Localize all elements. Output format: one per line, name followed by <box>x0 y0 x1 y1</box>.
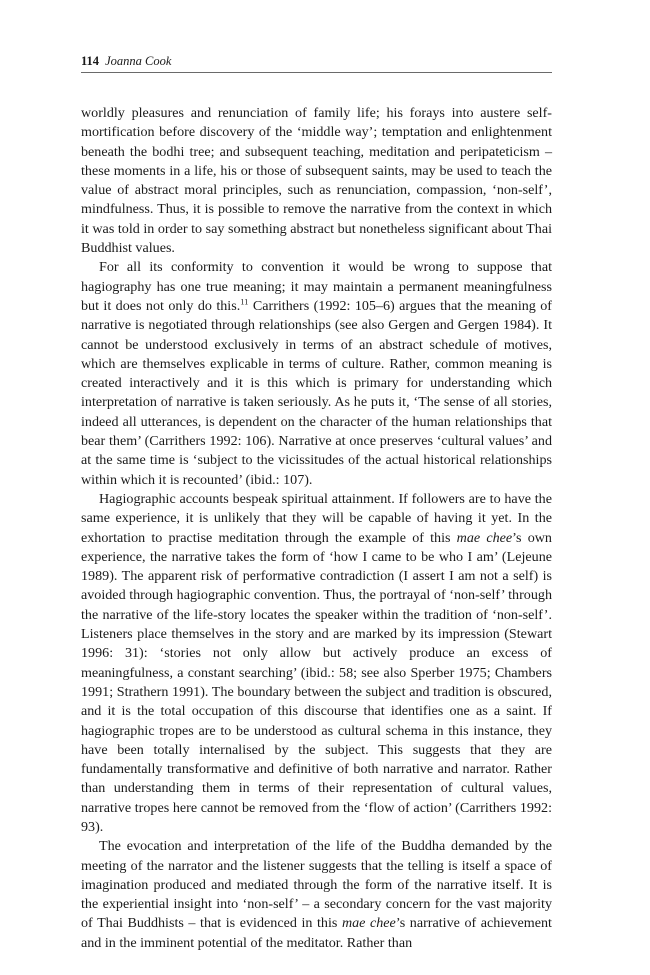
running-head <box>81 51 552 71</box>
paragraph-4-text-a: The evocation and interpretation of the life of the Buddha demanded by the meeting of the narrator and the listener suggests that the telling is itself a space of imagination produced and mediated through the form of the narrative itself. It is the experiential insight into ‘non-self’ – a secondary concern for the vast majority of Thai Buddhists – that is evidenced in this <box>81 838 552 932</box>
paragraph-2 <box>81 258 552 490</box>
paragraph-4 <box>81 837 552 953</box>
paragraph-1 <box>81 104 552 258</box>
paragraph-2-text-a: For all its conformity to convention it would be wrong to suppose that hagiography has one true meaning; it may maintain a permanent meaningfulness but it does not only do this. <box>81 259 552 314</box>
paragraph-3-term-mae-chee: mae chee <box>456 529 513 546</box>
header-rule <box>81 72 552 73</box>
page-number: 114 <box>81 54 100 68</box>
paragraph-1-text: worldly pleasures and renunciation of family life; his forays into austere self-mortification before discovery of the ‘middle way’; temptation and enlightenment beneath the bodhi tree; and subsequent teaching, meditation and peripateticism – these moments in a life, his or those of subsequent saints, may be used to teach the value of abstract moral principles, such as renunciation, compassion, ‘non-self’, mindfulness. Thus, it is possible to remove the narrative from the context in which it was told in order to say something abstract but nonetheless significant about Thai Buddhist values. <box>81 105 552 257</box>
body-text <box>81 104 552 953</box>
paragraph-3 <box>81 490 552 837</box>
paragraph-3-text-a: Hagiographic accounts bespeak spiritual attainment. If followers are to have the same experience, it is unlikely that they will be capable of having it yet. In the exhortation to practise meditation through the example of this <box>81 490 552 546</box>
footnote-marker-11[interactable]: 11 <box>240 296 249 307</box>
paragraph-2-text-b: Carrithers (1992: 105–6) argues that the meaning of narrative is negotiated through relationships (see also Gergen and Gergen 1984). It cannot be understood exclusively in terms of an abstract schedule of motives, which are themselves explicable in terms of culture. Rather, common meaning is created interactively and it is this which is primary for understanding which interpretation of narrative is taken seriously. As he puts it, ‘The sense of all stories, indeed all utterances, is dependent on the character of the human relationships that bear them’ (Carrithers 1992: 106). Narrative at once preserves ‘cultural values’ and at the same time is ‘subject to the vicissitudes of the actual historical relationships within which it is recounted’ (ibid.: 107). <box>81 297 552 488</box>
paragraph-3-text-b: ’s own experience, the narrative takes the form of ‘how I came to be who I am’ (Lejeune 1989). The apparent risk of performative contradiction (I assert I am not a self) is avoided through hagiographic convention. Thus, the portrayal of ‘non-self’ through the narrative of the life-story locates the speaker within the tradition of ‘non-self’. Listeners place themselves in the story and are marked by its impression (Stewart 1996: 31): ‘stories not only allow but actively produce an excess of meaningfulness, a constant searching’ (ibid.: 58; see also Sperber 1975; Chambers 1991; Strathern 1991). The boundary between the subject and tradition is obscured, and it is the total occupation of this discourse that identifies one as a saint. If hagiographic tropes are to be understood as cultural schema in this instance, they have been totally internalised by the subject. This suggests that they are fundamentally transformative and definitive of both narrative and narrator. Rather than understanding them in terms of their representation of cultural values, narrative tropes here cannot be removed from the ‘flow of action’ (Carrithers 1992: 93). <box>81 529 552 835</box>
paragraph-4-text-b: ’s narrative of achievement and in the imminent potential of the meditator. Rather than <box>81 915 552 951</box>
paragraph-4-term-mae-chee: mae chee <box>341 915 396 932</box>
running-head-author: Joanna Cook <box>105 54 172 68</box>
